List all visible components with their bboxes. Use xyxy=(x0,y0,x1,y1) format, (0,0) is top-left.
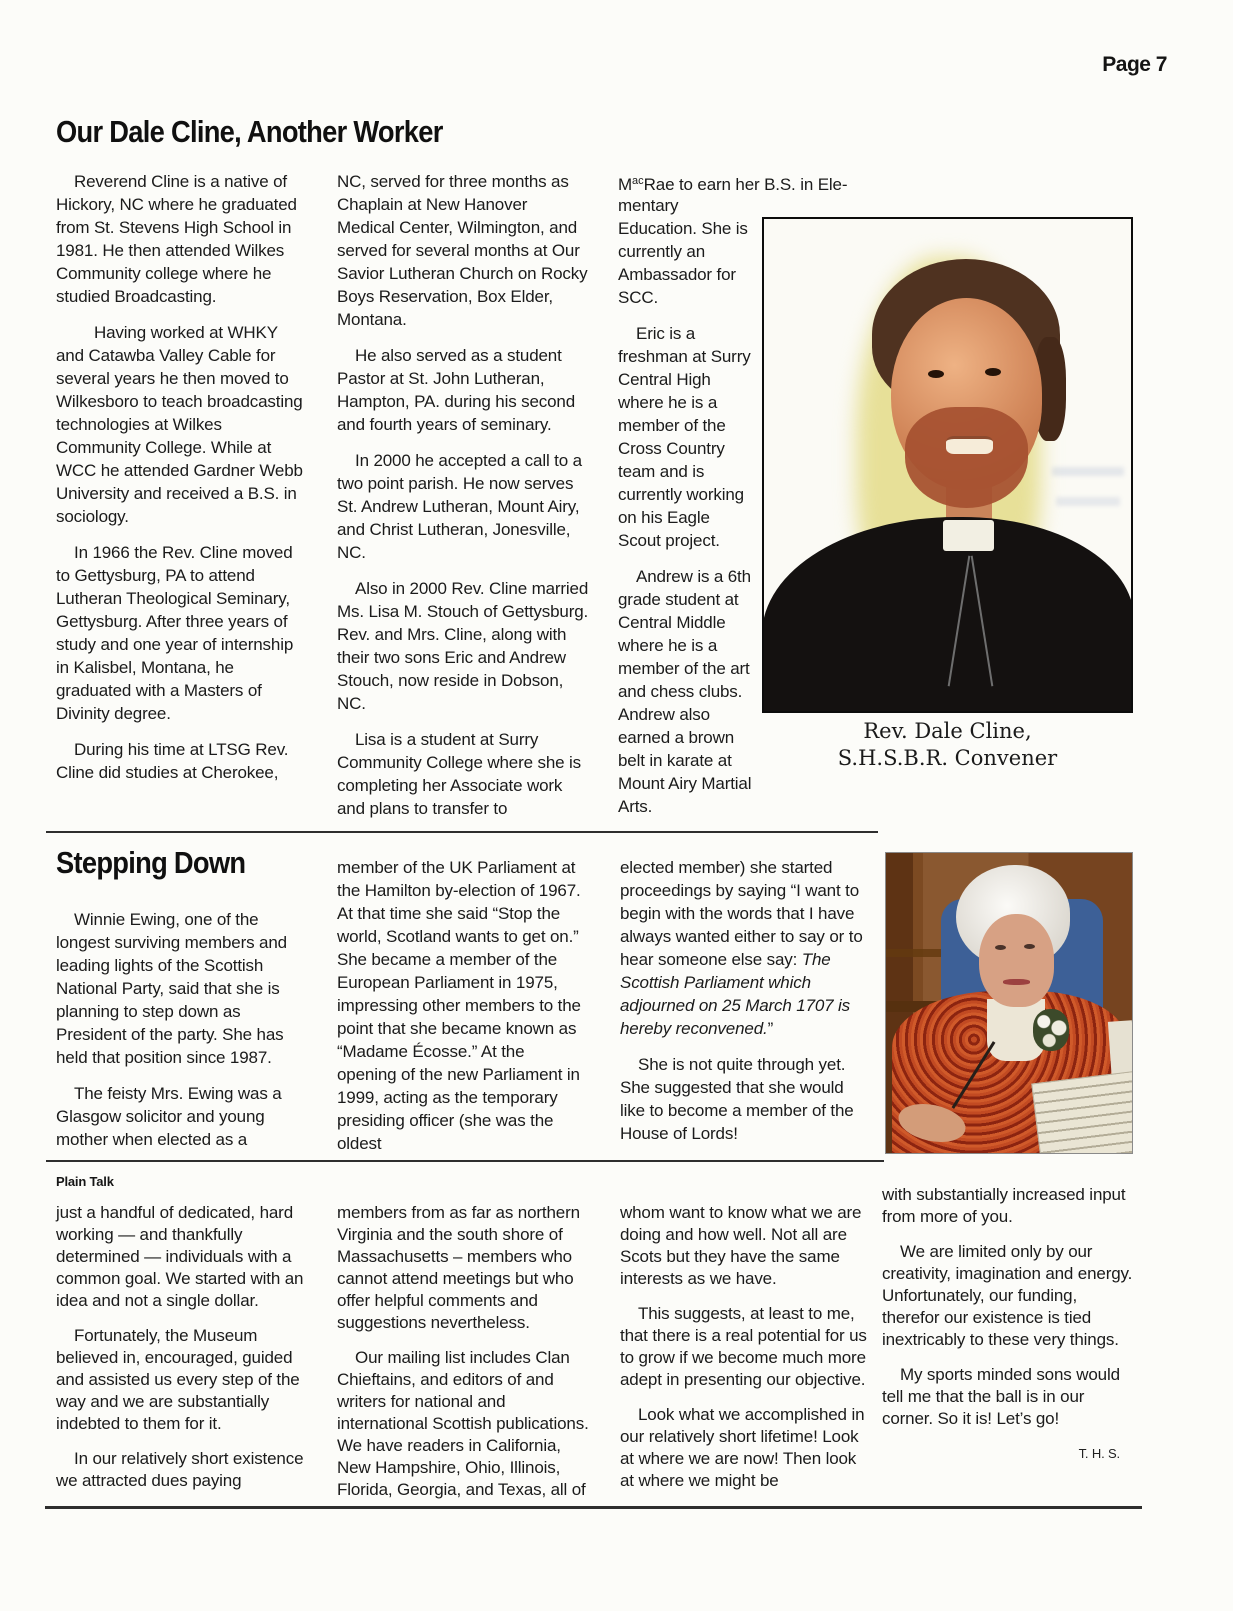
quote-text: ” xyxy=(767,1019,774,1038)
author-initials: T. H. S. xyxy=(1078,1446,1120,1461)
quoted-proclamation-italic: The Scottish Parliament which adjourned on 25 March 1707 is hereby reconvened. xyxy=(620,950,851,1038)
paragraph: She is not quite through yet. She suggested that she would like to become a member of the House of Lords! xyxy=(620,1055,854,1143)
paragraph: Also in 2000 Rev. Cline married Ms. Lisa M. Stouch of Gettysburg. Rev. and Mrs. Cline, along with their two sons Eric and Andrew Stouch, now reside in Dobson, NC. xyxy=(337,579,589,713)
paragraph: Fortunately, the Museum believed in, encouraged, guided and assisted us every step of the way and we are substantially indebted to them for it. xyxy=(56,1326,300,1433)
paragraph: Our mailing list includes Clan Chieftains, and editors of and writers for national and international Scottish publications. We have readers in California, New Hampshire, Ohio, Illinois, Florida, Georgia, and Texas, all of xyxy=(337,1348,589,1499)
superscript: ac xyxy=(632,175,644,187)
clerical-collar-shape xyxy=(943,520,994,551)
photo-artifact xyxy=(1052,467,1124,476)
article2-column-1 xyxy=(56,908,308,1164)
paragraph: Winnie Ewing, one of the longest surviving members and leading lights of the Scottish National Party, said that she is planning to step down as President of the party. She has held that position since 1987. xyxy=(56,910,287,1067)
caption-line: Rev. Dale Cline, xyxy=(863,719,1032,743)
paragraph: In our relatively short existence we attracted dues paying xyxy=(56,1449,304,1490)
paragraph: This suggests, at least to me, that there is a real potential for us to grow if we become much more adept in presenting our objective. xyxy=(620,1304,867,1389)
paragraph: We are limited only by our creativity, imagination and energy. Unfortunately, our funding, therefor our existence is tied inextricably to these very things. xyxy=(882,1242,1133,1349)
paragraph: Lisa is a student at Surry Community College where she is completing her Associate work and plans to transfer to xyxy=(337,730,581,818)
section-divider-rule xyxy=(46,831,878,833)
corsage-shape xyxy=(1033,1009,1069,1051)
paragraph: mentary Education. She is currently an Ambassador for SCC. xyxy=(618,196,748,307)
article3-column-1 xyxy=(56,1202,308,1505)
section-divider-rule xyxy=(46,1160,884,1162)
beard-shape xyxy=(905,407,1028,508)
article3-column-2 xyxy=(337,1202,589,1514)
paragraph: During his time at LTSG Rev. Cline did studies at Cherokee, xyxy=(56,740,289,782)
caption-line: S.H.S.B.R. Convener xyxy=(837,746,1058,770)
quote-text: elected member) she started proceedings by saying “I want to begin with the words that I have always wanted either to say or to hear someone else say: xyxy=(620,858,863,969)
article1-column-1 xyxy=(56,170,308,797)
paragraph: Look what we accomplished in our relatively short lifetime! Look at where we are now! Then look at where we might be xyxy=(620,1405,865,1490)
keyboard-shape xyxy=(1031,1071,1133,1154)
mouth-shape xyxy=(1003,979,1030,985)
paragraph: member of the UK Parliament at the Hamilton by-election of 1967. At that time she said “Stop the world, Scotland wants to get on.” She became a member of the European Parliament in 1975, impressing other members to the point that she became known as “Madame Écosse.” At the opening of the new Parliament in 1999, acting as the temporary presiding officer (she was the oldest xyxy=(337,858,581,1153)
eye-shape xyxy=(985,368,1001,376)
paragraph: Reverend Cline is a native of Hickory, NC where he graduated from St. Stevens High School in 1981. He then attended Wilkes Community college where he studied Broadcasting. xyxy=(56,172,297,306)
eye-shape xyxy=(995,945,1006,950)
page-bottom-rule xyxy=(45,1506,1142,1509)
paragraph: Having worked at WHKY and Catawba Valley Cable for several years he then moved to Wilkesboro to teach broadcasting technologies at Wilkes Community College. While at WCC he attended Gardner Webb University and received a B.S. in sociology. xyxy=(56,323,303,526)
paragraph: He also served as a student Pastor at St. John Lutheran, Hampton, PA. during his second and fourth years of seminary. xyxy=(337,346,576,434)
photo-artifact xyxy=(1056,497,1120,506)
paragraph: Andrew is a 6th grade student at Central Middle where he is a member of the art and chess clubs. Andrew also earned a brown belt in karate at Mount Airy Martial Arts. xyxy=(618,567,752,816)
paragraph: The feisty Mrs. Ewing was a Glasgow solicitor and young mother when elected as a xyxy=(56,1084,282,1149)
article3-column-4 xyxy=(882,1184,1138,1465)
article2-column-2 xyxy=(337,856,587,1168)
paragraph: just a handful of dedicated, hard working — and thankfully determined — individuals with a common goal. We started with an idea and not a single dollar. xyxy=(56,1203,304,1310)
eye-shape xyxy=(1024,944,1035,949)
face-shape xyxy=(979,914,1054,1007)
page-number: Page 7 xyxy=(1102,53,1167,76)
article1-title: Our Dale Cline, Another Worker xyxy=(56,114,443,149)
dale-cline-photo xyxy=(762,217,1133,713)
article1-column-3-lead-line xyxy=(618,170,850,196)
lead-text: Rae to earn her B.S. in Ele- xyxy=(643,175,848,194)
eye-shape xyxy=(928,370,944,378)
article2-title: Stepping Down xyxy=(56,845,246,880)
paragraph: My sports minded sons would tell me that the ball is in our corner. So it is! Let’s go! xyxy=(882,1365,1120,1428)
lead-text: M xyxy=(618,175,633,194)
paragraph: In 2000 he accepted a call to a two point parish. He now serves St. Andrew Lutheran, Mount Airy, and Christ Lutheran, Jonesville, NC. xyxy=(337,451,582,562)
mouth-shape xyxy=(946,436,993,454)
article1-column-2 xyxy=(337,170,589,833)
paragraph: with substantially increased input from more of you. xyxy=(882,1185,1126,1226)
paragraph: whom want to know what we are doing and how well. Not all are Scots but they have the same interests as we have. xyxy=(620,1203,862,1288)
article3-label: Plain Talk xyxy=(56,1174,114,1189)
paragraph: Eric is a freshman at Surry Central High where he is a member of the Cross Country team and is currently working on his Eagle Scout project. xyxy=(618,324,751,550)
paragraph: NC, served for three months as Chaplain at New Hanover Medical Center, Wilmington, and served for several months at Our Savior Lutheran Church on Rocky Boys Reservation, Box Elder, Montana. xyxy=(337,172,588,329)
paragraph xyxy=(620,856,868,1040)
article1-column-3 xyxy=(618,194,756,831)
paragraph: In 1966 the Rev. Cline moved to Gettysburg, PA to attend Lutheran Theological Seminary, Gettysburg. After three years of study and one year of internship in Kalisbel, Montana, he graduated with a Masters of Divinity degree. xyxy=(56,543,294,723)
article3-column-3 xyxy=(620,1202,868,1505)
photo-caption xyxy=(762,718,1133,772)
winnie-ewing-photo xyxy=(885,852,1133,1154)
paragraph: members from as far as northern Virginia and the south shore of Massachusetts – members who cannot attend meetings but who offer helpful comments and suggestions nevertheless. xyxy=(337,1203,580,1332)
article2-column-3 xyxy=(620,856,868,1158)
